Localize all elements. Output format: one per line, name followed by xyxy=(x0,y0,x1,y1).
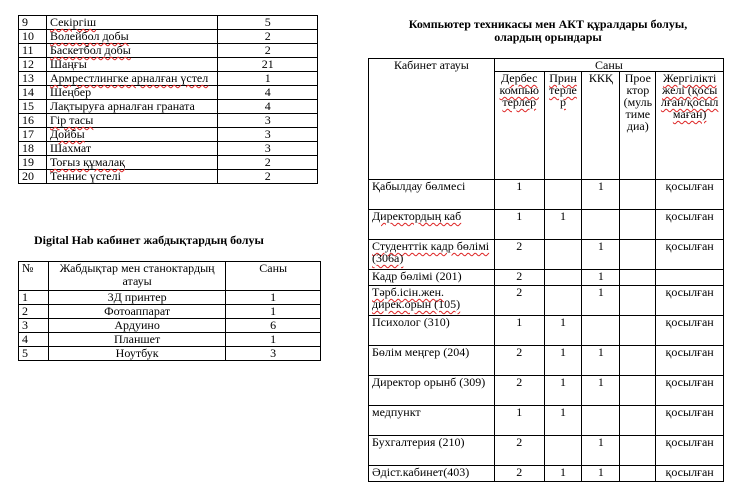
item-qty: 1 xyxy=(218,72,318,86)
item-qty: 2 xyxy=(218,170,318,184)
table-row xyxy=(369,270,724,286)
projector-count xyxy=(620,286,656,316)
printer-count xyxy=(544,240,582,270)
row-number: 12 xyxy=(19,58,47,72)
room-name: Әдіст.кабинет(403) xyxy=(369,466,495,482)
kkk-count xyxy=(582,406,620,436)
item-name: Дойбы xyxy=(46,128,218,142)
network-status: қосылған xyxy=(656,346,724,376)
table-row xyxy=(19,58,318,72)
projector-count xyxy=(620,406,656,436)
kkk-count: 1 xyxy=(582,346,620,376)
pc-count: 2 xyxy=(494,240,544,270)
item-qty: 1 xyxy=(226,305,321,319)
hub-title: Digital Hab кабинет жабдықтардың болуы xyxy=(34,233,264,247)
pc-count: 1 xyxy=(494,210,544,240)
kkk-count: 1 xyxy=(582,436,620,466)
pc-count: 2 xyxy=(494,466,544,482)
row-number: 14 xyxy=(19,86,47,100)
table-row xyxy=(369,346,724,376)
pc-count: 2 xyxy=(494,270,544,286)
row-number: 5 xyxy=(19,347,49,361)
printer-count: 1 xyxy=(544,376,582,406)
network-status: қосылған xyxy=(656,466,724,482)
item-name: Баскетбол добы xyxy=(46,44,218,58)
row-number: 4 xyxy=(19,333,49,347)
item-name: Теннис үстелі xyxy=(46,170,218,184)
row-number: 9 xyxy=(19,16,47,30)
row-number: 1 xyxy=(19,291,49,305)
table-row xyxy=(19,333,321,347)
item-qty: 2 xyxy=(218,30,318,44)
pc-count: 2 xyxy=(494,286,544,316)
printer-count xyxy=(544,436,582,466)
ict-header-room: Кабинет атауы xyxy=(369,59,495,180)
item-name: Лақтыруға арналған граната xyxy=(46,100,218,114)
item-name: Секіргіш xyxy=(46,16,218,30)
item-qty: 5 xyxy=(218,16,318,30)
printer-count: 1 xyxy=(544,466,582,482)
table-row xyxy=(369,286,724,316)
digital-hub-table xyxy=(18,261,321,361)
table-row xyxy=(369,210,724,240)
item-qty: 1 xyxy=(226,333,321,347)
printer-count xyxy=(544,270,582,286)
network-status: қосылған xyxy=(656,286,724,316)
table-row xyxy=(369,406,724,436)
kkk-count: 1 xyxy=(582,270,620,286)
item-name: Планшет xyxy=(48,333,225,347)
row-number: 11 xyxy=(19,44,47,58)
item-name: Фотоаппарат xyxy=(48,305,225,319)
ict-title: Компьютер техникасы мен АКТ құралдары болуы, олардың орындары xyxy=(408,17,688,44)
projector-count xyxy=(620,210,656,240)
row-number: 20 xyxy=(19,170,47,184)
room-name: Психолог (310) xyxy=(369,316,495,346)
kkk-count: 1 xyxy=(582,466,620,482)
kkk-count: 1 xyxy=(582,376,620,406)
pc-count: 2 xyxy=(494,436,544,466)
pc-count: 2 xyxy=(494,346,544,376)
item-name: 3Д принтер xyxy=(48,291,225,305)
network-status: қосылған xyxy=(656,436,724,466)
ict-header-count: Саны xyxy=(494,59,723,72)
room-name: медпункт xyxy=(369,406,495,436)
kkk-count: 1 xyxy=(582,180,620,210)
room-name: Бухгалтерия (210) xyxy=(369,436,495,466)
sports-equipment-table xyxy=(18,15,318,184)
table-row xyxy=(19,305,321,319)
item-qty: 2 xyxy=(218,156,318,170)
row-number: 13 xyxy=(19,72,47,86)
item-qty: 4 xyxy=(218,86,318,100)
pc-count: 1 xyxy=(494,406,544,436)
table-row xyxy=(19,128,318,142)
row-number: 3 xyxy=(19,319,49,333)
row-number: 2 xyxy=(19,305,49,319)
item-name: Ардуино xyxy=(48,319,225,333)
printer-count: 1 xyxy=(544,210,582,240)
item-name: Шахмат xyxy=(46,142,218,156)
ict-header-pc: Дербес компьютерлер xyxy=(494,72,544,180)
row-number: 15 xyxy=(19,100,47,114)
table-row xyxy=(19,100,318,114)
hub-header-name: Жабдықтар мен станоктардың атауы xyxy=(48,262,225,291)
room-name: Тәрб.ісін.жен. дирек.орын (105) xyxy=(369,286,495,316)
room-name: Қабылдау бөлмесі xyxy=(369,180,495,210)
table-row xyxy=(369,180,724,210)
table-row xyxy=(19,30,318,44)
table-row xyxy=(369,466,724,482)
room-name: Бөлім меңгер (204) xyxy=(369,346,495,376)
table-row xyxy=(19,291,321,305)
item-qty: 3 xyxy=(226,347,321,361)
hub-header-qty: Саны xyxy=(226,262,321,291)
kkk-count: 1 xyxy=(582,286,620,316)
network-status xyxy=(656,270,724,286)
ict-header-kkk: ККҚ xyxy=(582,72,620,180)
kkk-count xyxy=(582,210,620,240)
table-row xyxy=(19,347,321,361)
row-number: 10 xyxy=(19,30,47,44)
item-name: Волейбол добы xyxy=(46,30,218,44)
printer-count: 1 xyxy=(544,316,582,346)
network-status: қосылған xyxy=(656,180,724,210)
row-number: 18 xyxy=(19,142,47,156)
item-name: Шеңбер xyxy=(46,86,218,100)
item-qty: 3 xyxy=(218,114,318,128)
kkk-count xyxy=(582,316,620,346)
room-name: Директор орынб (309) xyxy=(369,376,495,406)
table-row xyxy=(369,376,724,406)
projector-count xyxy=(620,240,656,270)
item-name: Тоғыз құмалақ xyxy=(46,156,218,170)
item-qty: 1 xyxy=(226,291,321,305)
item-qty: 4 xyxy=(218,100,318,114)
projector-count xyxy=(620,270,656,286)
network-status: қосылған xyxy=(656,210,724,240)
room-name: Кадр бөлімі (201) xyxy=(369,270,495,286)
table-row xyxy=(369,240,724,270)
item-qty: 3 xyxy=(218,142,318,156)
item-qty: 21 xyxy=(218,58,318,72)
table-row xyxy=(19,319,321,333)
projector-count xyxy=(620,376,656,406)
printer-count: 1 xyxy=(544,406,582,436)
row-number: 17 xyxy=(19,128,47,142)
table-row xyxy=(19,86,318,100)
pc-count: 1 xyxy=(494,180,544,210)
projector-count xyxy=(620,316,656,346)
network-status: қосылған xyxy=(656,240,724,270)
network-status: қосылған xyxy=(656,316,724,346)
printer-count xyxy=(544,286,582,316)
row-number: 19 xyxy=(19,156,47,170)
item-name: Армрестлингке арналған үстел xyxy=(46,72,218,86)
table-row xyxy=(19,72,318,86)
table-row xyxy=(19,44,318,58)
item-qty: 6 xyxy=(226,319,321,333)
pc-count: 1 xyxy=(494,316,544,346)
printer-count xyxy=(544,180,582,210)
table-row xyxy=(19,170,318,184)
room-name: Студенттік кадр бөлімі (306а) xyxy=(369,240,495,270)
projector-count xyxy=(620,346,656,376)
table-row xyxy=(19,16,318,30)
row-number: 16 xyxy=(19,114,47,128)
network-status: қосылған xyxy=(656,406,724,436)
item-name: Гір тасы xyxy=(46,114,218,128)
ict-table xyxy=(368,58,724,482)
pc-count: 2 xyxy=(494,376,544,406)
hub-header-no: № xyxy=(19,262,49,291)
table-row xyxy=(19,114,318,128)
item-name: Ноутбук xyxy=(48,347,225,361)
table-row xyxy=(19,142,318,156)
table-row xyxy=(369,436,724,466)
projector-count xyxy=(620,466,656,482)
ict-header-printer: Принтерлер xyxy=(544,72,582,180)
network-status: қосылған xyxy=(656,376,724,406)
item-qty: 3 xyxy=(218,128,318,142)
projector-count xyxy=(620,436,656,466)
room-name: Директордың каб xyxy=(369,210,495,240)
printer-count: 1 xyxy=(544,346,582,376)
projector-count xyxy=(620,180,656,210)
ict-header-network: Жергілікті желі (қосылған/қосылмаған) xyxy=(656,72,724,180)
kkk-count: 1 xyxy=(582,240,620,270)
table-row xyxy=(369,316,724,346)
item-qty: 2 xyxy=(218,44,318,58)
item-name: Шаңғы xyxy=(46,58,218,72)
table-row xyxy=(19,156,318,170)
ict-header-projector: Проектор (мультимедиа) xyxy=(620,72,656,180)
